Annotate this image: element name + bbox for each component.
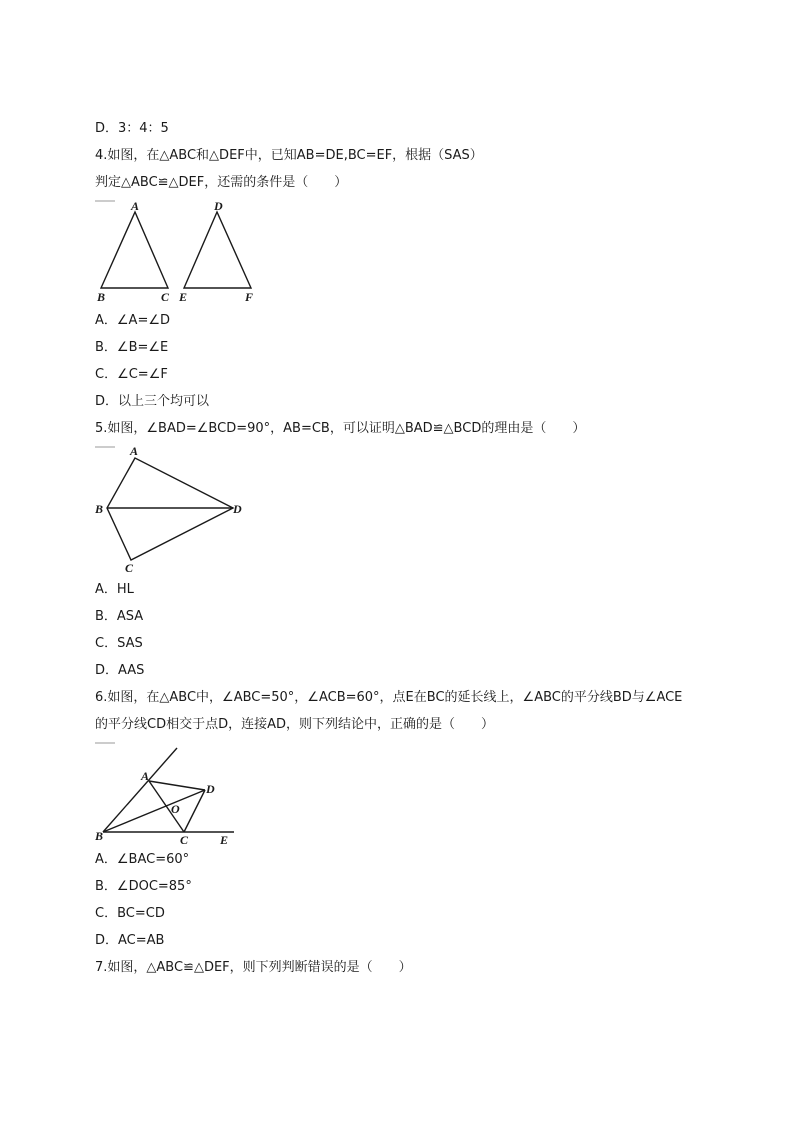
- label-b: B: [95, 502, 104, 516]
- q7-stem: 7.如图，△ABC≌△DEF，则下列判断错误的是（ ）: [95, 960, 412, 975]
- label-a: A: [141, 769, 150, 783]
- figure-6-angle-bisectors: [95, 740, 255, 848]
- triangle-def: [184, 212, 251, 288]
- q5-option-d: D．AAS: [95, 663, 145, 678]
- q4-option-c: C．∠C=∠F: [95, 367, 168, 382]
- triangle-abc: [101, 212, 168, 288]
- bisector-bd: [103, 790, 205, 832]
- label-c: C: [161, 290, 170, 304]
- q6-stem-line1: 6.如图，在△ABC中，∠ABC=50°，∠ACB=60°，点E在BC的延长线上，∠ABC的平分线BD与∠ACE: [95, 690, 683, 705]
- label-c: C: [125, 561, 134, 575]
- q5-option-b: B．ASA: [95, 609, 144, 624]
- figure-5-kite: [95, 444, 255, 576]
- q5-option-c: C．SAS: [95, 636, 143, 651]
- q4-option-b: B．∠B=∠E: [95, 340, 169, 355]
- q4-option-d: D．以上三个均可以: [95, 394, 210, 409]
- q3-option-d: D．3：4：5: [95, 121, 169, 136]
- q6-option-c: C．BC=CD: [95, 906, 165, 921]
- ray-ba-extended: [103, 748, 177, 832]
- label-d: D: [233, 502, 242, 516]
- label-e: E: [179, 290, 188, 304]
- label-b: B: [97, 290, 106, 304]
- q6-stem-line2: 的平分线CD相交于点D，连接AD，则下列结论中，正确的是（ ）: [95, 717, 495, 732]
- label-o: O: [171, 802, 180, 816]
- q4-option-a: A．∠A=∠D: [95, 313, 170, 328]
- label-d: D: [214, 199, 223, 213]
- quadrilateral-abcd: [107, 458, 233, 560]
- label-d: D: [206, 782, 215, 796]
- label-b: B: [95, 829, 104, 843]
- q6-option-d: D．AC=AB: [95, 933, 165, 948]
- label-c: C: [180, 833, 189, 847]
- q4-stem-line2: 判定△ABC≌△DEF，还需的条件是（ ）: [95, 175, 348, 190]
- label-e: E: [220, 833, 229, 847]
- q5-option-a: A．HL: [95, 582, 134, 597]
- label-a: A: [130, 444, 139, 458]
- label-a: A: [131, 199, 140, 213]
- label-f: F: [245, 290, 254, 304]
- segment-ad: [149, 781, 205, 790]
- figure-4-triangles: [95, 198, 275, 306]
- q6-option-b: B．∠DOC=85°: [95, 879, 192, 894]
- bisector-cd: [184, 790, 205, 832]
- q5-stem: 5.如图，∠BAD=∠BCD=90°，AB=CB，可以证明△BAD≌△BCD的理由是（ ）: [95, 421, 586, 436]
- q4-stem-line1: 4.如图，在△ABC和△DEF中，已知AB=DE,BC=EF，根据（SAS）: [95, 148, 483, 163]
- q6-option-a: A．∠BAC=60°: [95, 852, 190, 867]
